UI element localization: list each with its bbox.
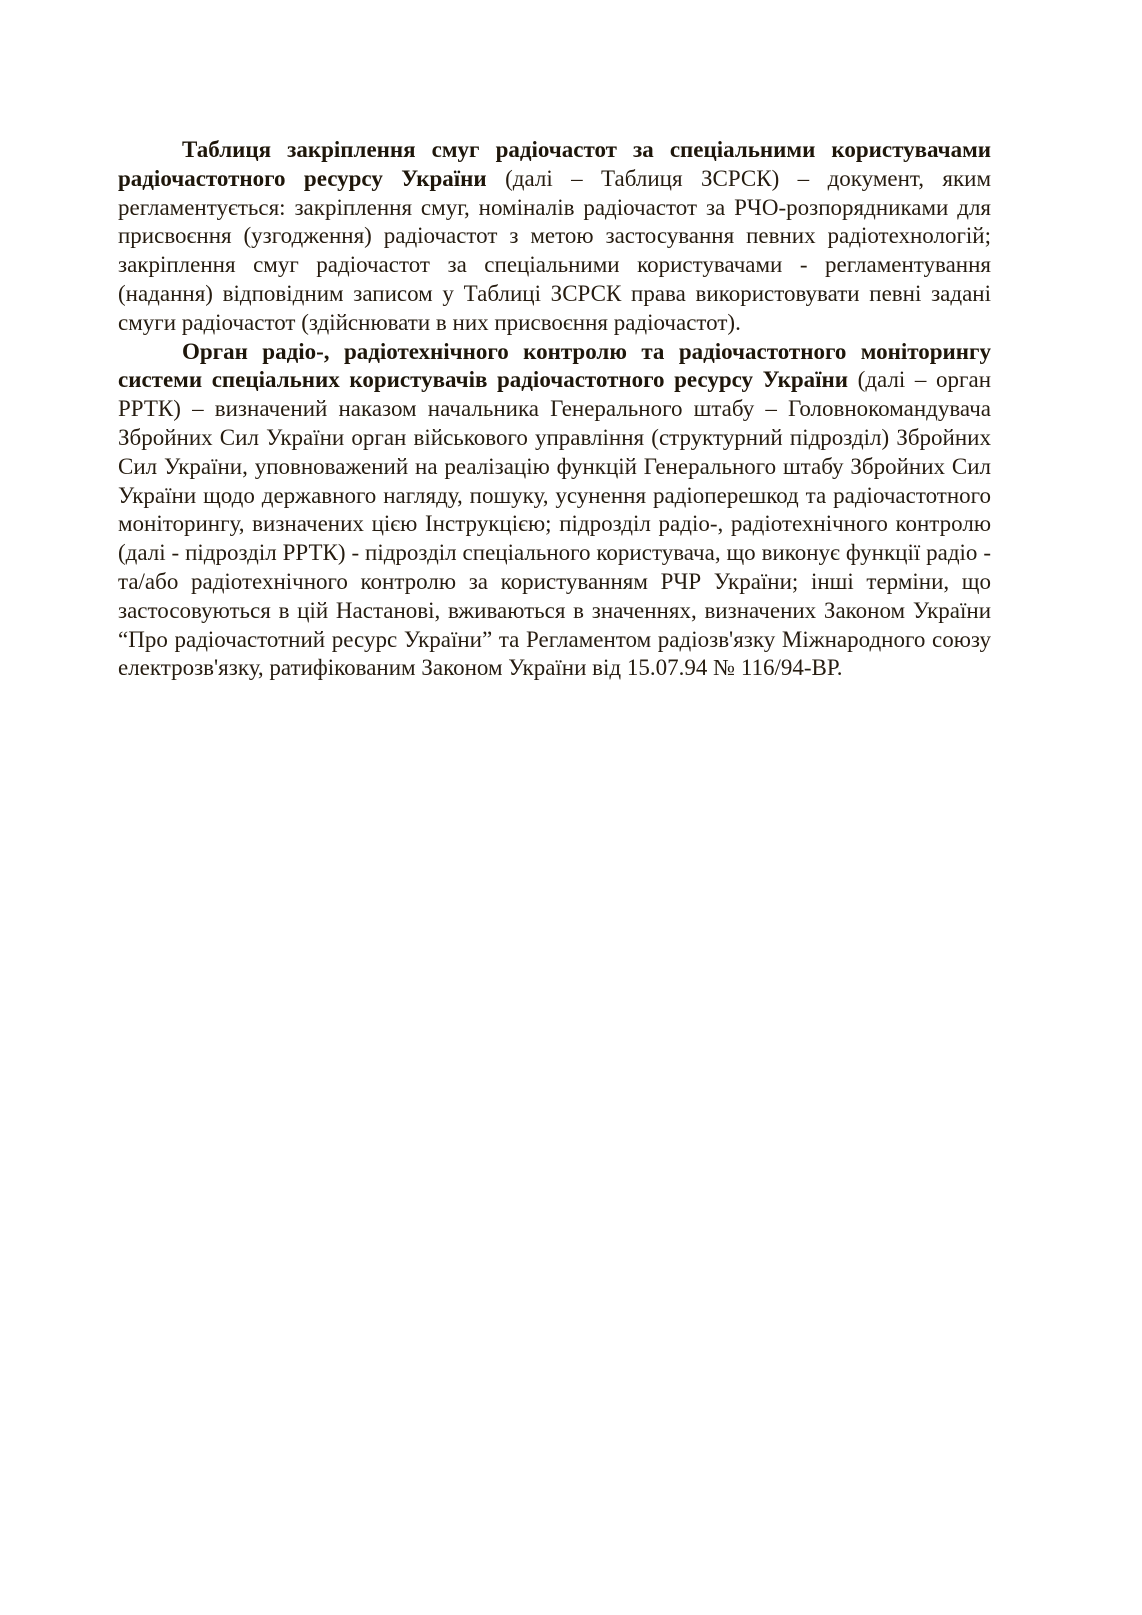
definition-paragraph-organ-rrtk bbox=[118, 338, 991, 684]
defined-term: Таблиця закріплення смуг радіочастот за спеціальними користувачами радіочастотного ресурсу України bbox=[118, 137, 991, 191]
definition-paragraph-table-zsrsk bbox=[118, 136, 991, 338]
definition-text: (далі – орган РРТК) – визначений наказом начальника Генерального штабу – Головнокомандувача Збройних Сил України орган військового управління (структурний підрозділ) Збройних Сил України, уповноважений на реалізацію функцій Генерального штабу Збройних Сил України щодо державного нагляду, пошуку, усунення радіоперешкод та радіочастотного моніторингу, визначених цією Інструкцією; підрозділ радіо-, радіотехнічного контролю (далі - підрозділ РРТК) - підрозділ спеціального користувача, що виконує функції радіо - та/або радіотехнічного контролю за користуванням РЧР України; інші терміни, що застосовуються в цій Настанові, вживаються в значеннях, визначених Законом України “Про радіочастотний ресурс України” та Регламентом радіозв'язку Міжнародного союзу електрозв'язку, ратифікованим Законом України від 15.07.94 № 116/94-ВР. bbox=[118, 367, 991, 681]
defined-term: Орган радіо-, радіотехнічного контролю та радіочастотного моніторингу системи спеціальних користувачів радіочастотного ресурсу України bbox=[118, 338, 991, 393]
document-page bbox=[118, 136, 991, 683]
definition-text: (далі – Таблиця ЗСРСК) – документ, яким регламентується: закріплення смуг, номіналів радіочастот за РЧО-розпорядниками для присвоєння (узгодження) радіочастот з метою застосування певних радіотехнологій; закріплення смуг радіочастот за спеціальними користувачами - регламентування (надання) відповідним записом у Таблиці ЗСРСК права використовувати певні задані смуги радіочастот (здійснювати в них присвоєння радіочастот). bbox=[118, 165, 992, 335]
